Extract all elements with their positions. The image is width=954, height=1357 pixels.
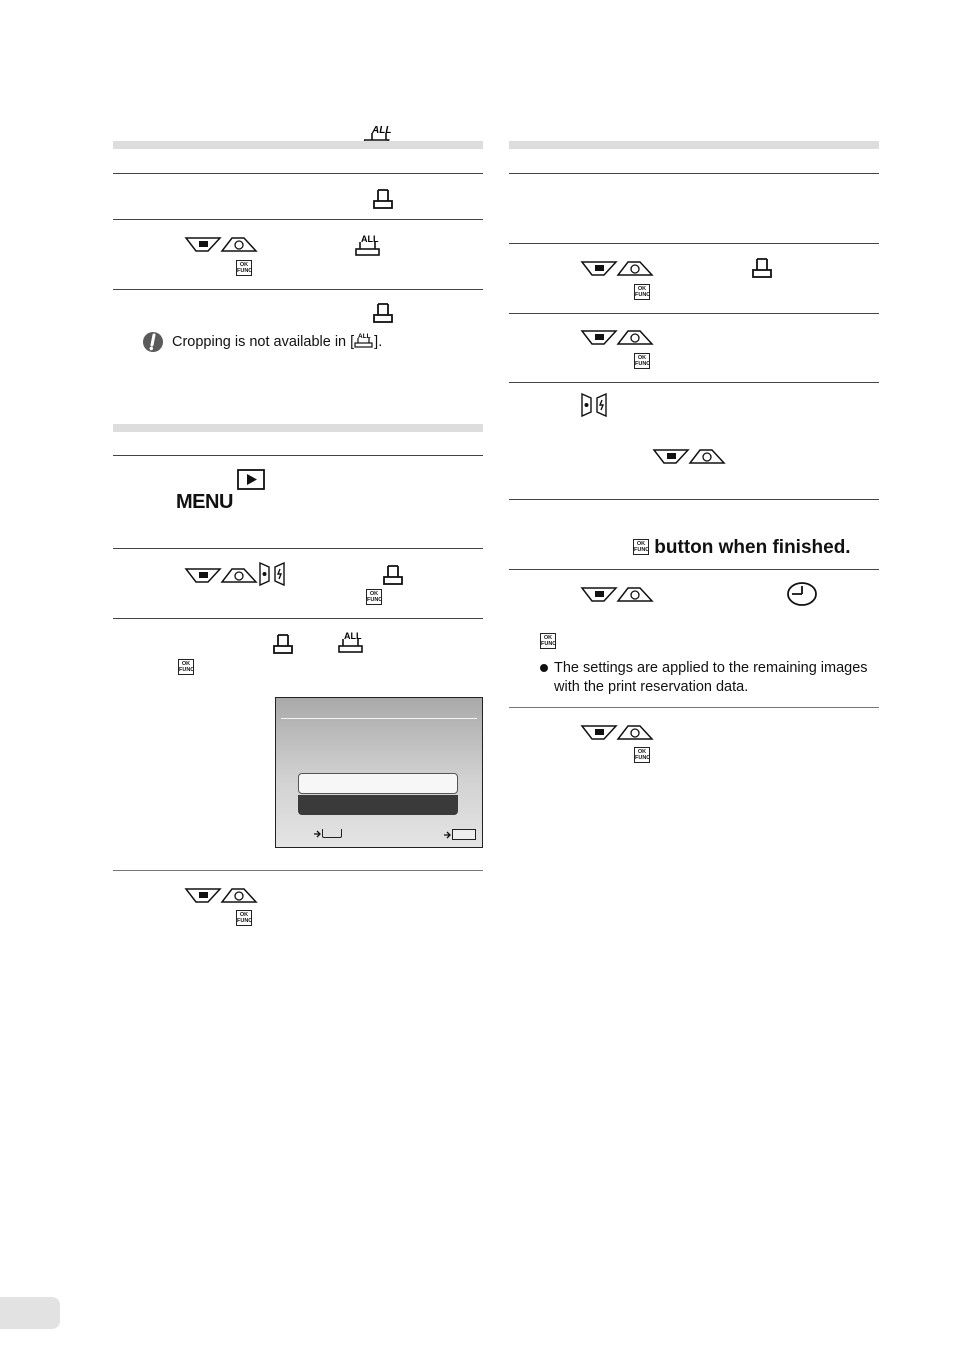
step-divider (113, 219, 483, 220)
finish-instruction: OK FUNC button when finished. (634, 537, 851, 558)
left-right-arrow-buttons-icon (258, 561, 286, 587)
camera-screen-illustration (275, 697, 483, 848)
ok-func-button-icon: OK FUNC (237, 262, 253, 274)
print-all-icon (337, 630, 367, 654)
up-down-arrow-buttons-icon (184, 565, 258, 585)
up-down-arrow-buttons-icon (184, 234, 258, 254)
step-divider (113, 870, 483, 871)
section-header-bar (509, 141, 879, 149)
note-text: Cropping is not available in [ ALL ]. (172, 333, 383, 350)
ok-button-icon (452, 829, 476, 840)
bullet-icon (539, 663, 549, 673)
up-down-arrow-buttons-icon (580, 722, 654, 742)
screen-option-selected (298, 773, 458, 794)
ok-func-button-icon: OK FUNC (179, 661, 195, 673)
screen-ok-hint (444, 829, 480, 841)
up-down-arrow-buttons-icon (184, 885, 258, 905)
clock-icon (786, 581, 818, 607)
step-divider (113, 618, 483, 619)
print-all-icon (354, 332, 374, 348)
svg-text:ALL: ALL (344, 631, 362, 641)
ok-func-button-icon: OK FUNC (541, 635, 557, 647)
step-divider (509, 707, 879, 708)
ok-func-button-icon: OK FUNC (635, 355, 651, 367)
print-icon (382, 564, 404, 586)
section-header-bar (113, 141, 483, 149)
ok-func-button-icon: OK FUNC (367, 591, 383, 603)
ok-func-button-icon: OK FUNC (635, 749, 651, 761)
menu-button-label: MENU (176, 491, 233, 513)
up-down-arrow-buttons-icon (652, 446, 726, 466)
up-down-arrow-buttons-icon (580, 258, 654, 278)
step-divider (113, 548, 483, 549)
caution-icon (142, 331, 164, 353)
step-divider (509, 382, 879, 383)
left-right-arrow-buttons-icon (580, 392, 608, 418)
playback-button-icon (237, 469, 265, 491)
section-header-bar (113, 424, 483, 432)
step-divider (113, 289, 483, 290)
print-icon (272, 633, 294, 655)
step-divider (509, 243, 879, 244)
print-icon (751, 257, 773, 279)
screen-back-hint (314, 829, 342, 839)
svg-text:ALL: ALL (358, 333, 371, 340)
ok-func-button-icon: OK FUNC (237, 912, 253, 924)
step-divider (113, 455, 483, 456)
svg-text:ALL: ALL (372, 125, 392, 136)
up-down-arrow-buttons-icon (580, 327, 654, 347)
svg-text:ALL: ALL (361, 234, 379, 244)
page-number-tab (0, 1297, 60, 1329)
step-divider (509, 313, 879, 314)
back-button-icon (322, 829, 342, 838)
bullet-text: The settings are applied to the remaining images with the print reservation data. (554, 660, 868, 695)
step-divider (509, 173, 879, 174)
ok-func-button-icon: OK FUNC (634, 541, 650, 553)
print-all-icon (354, 233, 384, 257)
step-divider (509, 499, 879, 500)
screen-title-divider (281, 718, 477, 719)
screen-option (298, 795, 458, 815)
arrow-right-icon (314, 830, 322, 838)
arrow-right-icon (444, 831, 452, 839)
step-divider (113, 173, 483, 174)
ok-func-button-icon: OK FUNC (635, 286, 651, 298)
step-divider (509, 569, 879, 570)
print-icon (372, 302, 394, 324)
print-icon (372, 188, 394, 210)
up-down-arrow-buttons-icon (580, 584, 654, 604)
